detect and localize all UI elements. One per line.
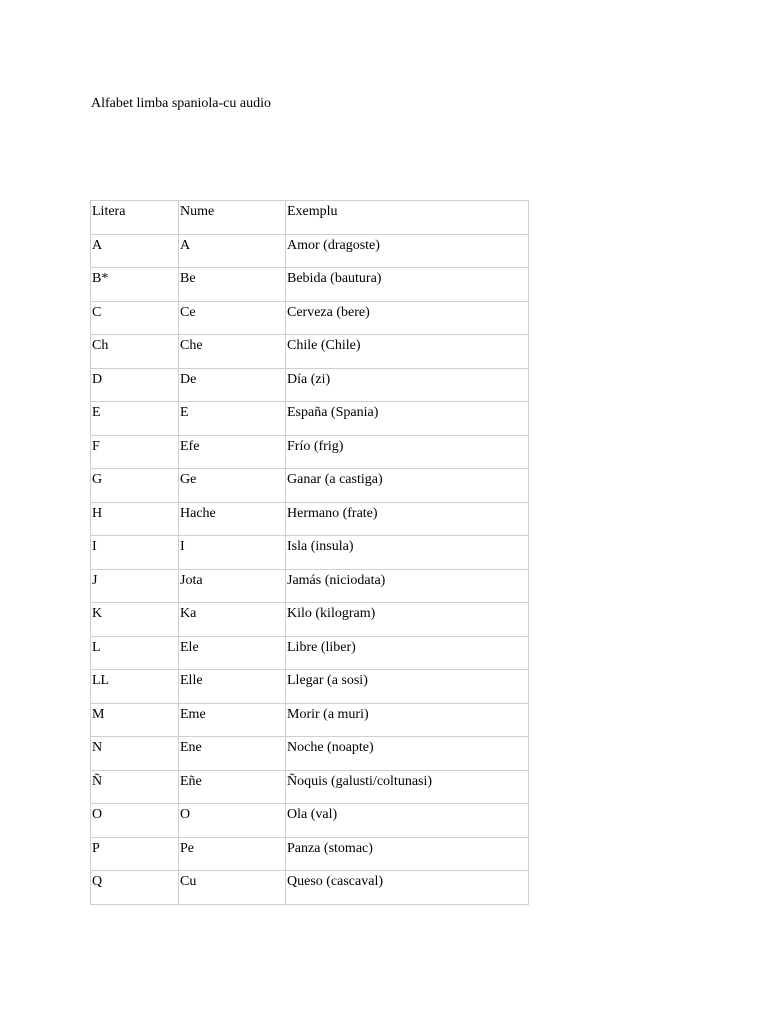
table-row [91,469,529,503]
table-row [91,804,529,838]
name-cell: O [179,804,286,838]
table-row [91,502,529,536]
example-cell: Jamás (niciodata) [286,569,529,603]
table-row [91,335,529,369]
letter-cell: O [91,804,179,838]
table-row [91,402,529,436]
alphabet-table-body [91,201,529,905]
letter-cell: LL [91,670,179,704]
letter-cell: D [91,368,179,402]
letter-cell: B* [91,268,179,302]
name-cell: Pe [179,837,286,871]
name-cell: Hache [179,502,286,536]
example-cell: Día (zi) [286,368,529,402]
letter-cell: F [91,435,179,469]
example-cell: Cerveza (bere) [286,301,529,335]
letter-cell: Q [91,871,179,905]
name-cell: Efe [179,435,286,469]
letter-cell: N [91,737,179,771]
example-cell: Ola (val) [286,804,529,838]
letter-cell: H [91,502,179,536]
letter-cell: Ch [91,335,179,369]
example-cell: España (Spania) [286,402,529,436]
header-cell-litera: Litera [91,201,179,235]
name-cell: Ene [179,737,286,771]
example-cell: Ganar (a castiga) [286,469,529,503]
table-row [91,770,529,804]
example-cell: Bebida (bautura) [286,268,529,302]
table-row [91,871,529,905]
letter-cell: Ñ [91,770,179,804]
name-cell: E [179,402,286,436]
example-cell: Frío (frig) [286,435,529,469]
name-cell: A [179,234,286,268]
example-cell: Llegar (a sosi) [286,670,529,704]
name-cell: Che [179,335,286,369]
table-row [91,703,529,737]
name-cell: Jota [179,569,286,603]
example-cell: Panza (stomac) [286,837,529,871]
document-title: Alfabet limba spaniola-cu audio [91,96,271,111]
table-row [91,569,529,603]
letter-cell: L [91,636,179,670]
table-row [91,603,529,637]
letter-cell: M [91,703,179,737]
name-cell: Eñe [179,770,286,804]
name-cell: Elle [179,670,286,704]
example-cell: Morir (a muri) [286,703,529,737]
alphabet-table [90,200,529,905]
example-cell: Kilo (kilogram) [286,603,529,637]
example-cell: Queso (cascaval) [286,871,529,905]
example-cell: Isla (insula) [286,536,529,570]
letter-cell: C [91,301,179,335]
table-row [91,536,529,570]
table-row [91,737,529,771]
header-cell-nume: Nume [179,201,286,235]
example-cell: Chile (Chile) [286,335,529,369]
example-cell: Hermano (frate) [286,502,529,536]
letter-cell: P [91,837,179,871]
table-row [91,435,529,469]
table-row [91,837,529,871]
name-cell: Ge [179,469,286,503]
table-row [91,268,529,302]
table-row [91,368,529,402]
table-row [91,670,529,704]
header-cell-exemplu: Exemplu [286,201,529,235]
name-cell: Cu [179,871,286,905]
table-header-row [91,201,529,235]
name-cell: I [179,536,286,570]
table-row [91,636,529,670]
example-cell: Noche (noapte) [286,737,529,771]
name-cell: De [179,368,286,402]
name-cell: Eme [179,703,286,737]
letter-cell: G [91,469,179,503]
letter-cell: I [91,536,179,570]
letter-cell: A [91,234,179,268]
example-cell: Amor (dragoste) [286,234,529,268]
letter-cell: E [91,402,179,436]
example-cell: Ñoquis (galusti/coltunasi) [286,770,529,804]
table-row [91,234,529,268]
letter-cell: K [91,603,179,637]
name-cell: Ele [179,636,286,670]
letter-cell: J [91,569,179,603]
name-cell: Ka [179,603,286,637]
name-cell: Be [179,268,286,302]
table-row [91,301,529,335]
example-cell: Libre (liber) [286,636,529,670]
name-cell: Ce [179,301,286,335]
